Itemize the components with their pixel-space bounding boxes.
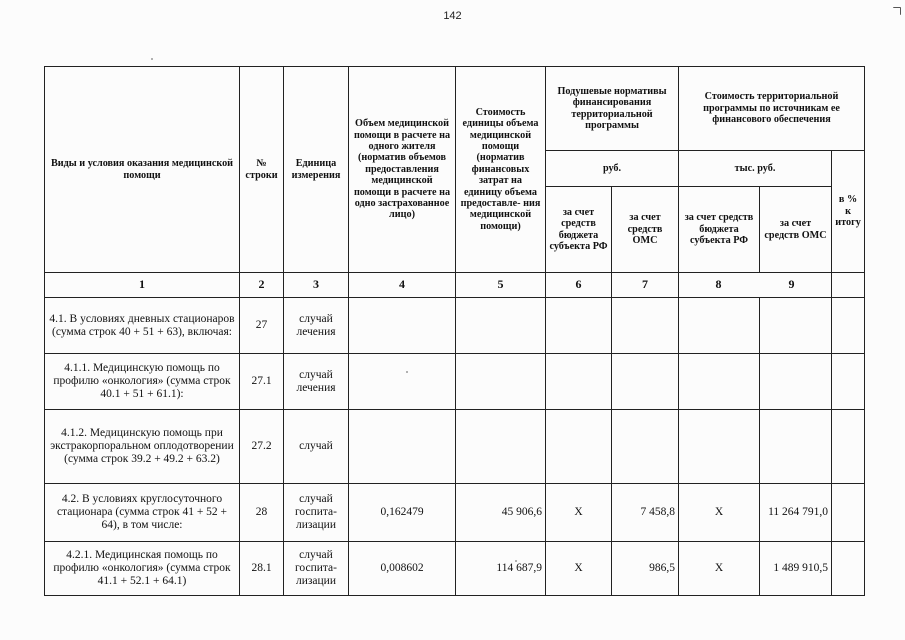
column-number: 7 (612, 273, 679, 298)
row-oms-percapita: 7 458,8 (612, 484, 679, 542)
row-percent (832, 354, 865, 410)
header-oms-percapita: за счет средств ОМС (612, 187, 679, 273)
row-oms-total (760, 354, 832, 410)
row-oms-percapita: 986,5 (612, 542, 679, 596)
header-thous-rub: тыс. руб. (679, 151, 832, 187)
header-cost-group: Стоимость территориальной программы по источникам ее финансового обеспечения (679, 67, 865, 151)
row-percent (832, 542, 865, 596)
row-unit-cost: 45 906,6 (456, 484, 546, 542)
table-row (45, 410, 865, 484)
header-budget-percapita: за счет средств бюджета субъекта РФ (546, 187, 612, 273)
row-name: 4.1. В условиях дневных стационаров (сумма строк 40 + 51 + 63), включая: (45, 298, 240, 354)
row-oms-total (760, 410, 832, 484)
table-row (45, 354, 865, 410)
page-number: 142 (443, 10, 462, 22)
row-volume (349, 354, 456, 410)
header-volume: Объем медицинской помощи в расчете на одного жителя (норматив объемов предоставления медицинской помощи в расчете на одно застрахованное лицо) (349, 67, 456, 273)
column-number (679, 273, 832, 298)
row-budget-percapita (546, 354, 612, 410)
row-oms-percapita (612, 298, 679, 354)
row-oms-percapita (612, 410, 679, 484)
row-unit-cost (456, 298, 546, 354)
header-kinds-of-care: Виды и условия оказания медицинской помощи (45, 67, 240, 273)
row-name: 4.2. В условиях круглосуточного стационара (сумма строк 41 + 52 + 64), в том числе: (45, 484, 240, 542)
table-row (45, 542, 865, 596)
row-volume (349, 410, 456, 484)
row-unit: случай лечения (284, 354, 349, 410)
header-percent: в % к итогу (832, 151, 865, 273)
row-number: 27.2 (240, 410, 284, 484)
row-unit: случай лечения (284, 298, 349, 354)
row-oms-total (760, 298, 832, 354)
row-volume: 0,162479 (349, 484, 456, 542)
row-number: 28.1 (240, 542, 284, 596)
column-number: 4 (349, 273, 456, 298)
row-volume: 0,008602 (349, 542, 456, 596)
column-number: 9 (788, 277, 795, 292)
row-unit: случай госпита- лизации (284, 484, 349, 542)
row-oms-total: 1 489 910,5 (760, 542, 832, 596)
header-oms-cost: за счет средств ОМС (760, 187, 832, 273)
row-budget-total: Х (679, 542, 760, 596)
column-number: 1 (45, 273, 240, 298)
row-number: 27.1 (240, 354, 284, 410)
row-oms-total: 11 264 791,0 (760, 484, 832, 542)
scan-speck (515, 560, 517, 562)
column-number-row (45, 273, 865, 298)
row-unit: случай госпита- лизации (284, 542, 349, 596)
row-budget-total (679, 410, 760, 484)
scan-speck (151, 58, 153, 60)
column-number: 5 (456, 273, 546, 298)
row-percent (832, 410, 865, 484)
row-number: 28 (240, 484, 284, 542)
row-budget-percapita: Х (546, 484, 612, 542)
header-budget-cost: за счет средств бюджета субъекта РФ (679, 187, 760, 273)
row-budget-percapita: Х (546, 542, 612, 596)
row-budget-total (679, 298, 760, 354)
row-name: 4.1.2. Медицинскую помощь при экстракорпоральном оплодотворении (сумма строк 39.2 + 49.2 + 63.2) (45, 410, 240, 484)
header-rub: руб. (546, 151, 679, 187)
row-budget-total: Х (679, 484, 760, 542)
row-unit-cost (456, 354, 546, 410)
row-volume (349, 298, 456, 354)
column-number: 3 (284, 273, 349, 298)
row-percent (832, 484, 865, 542)
row-number: 27 (240, 298, 284, 354)
column-number: 6 (546, 273, 612, 298)
scan-speck (406, 371, 408, 373)
financing-table (44, 66, 865, 596)
row-budget-percapita (546, 298, 612, 354)
header-percapita-group: Подушевые нормативы финансирования территориальной программы (546, 67, 679, 151)
row-unit-cost: 114 687,9 (456, 542, 546, 596)
header-unit-cost: Стоимость единицы объема медицинской помощи (норматив финансовых затрат на единицу объема предоставле- ния медицинской помощи) (456, 67, 546, 273)
table-row (45, 298, 865, 354)
header-unit: Единица измерения (284, 67, 349, 273)
row-unit: случай (284, 410, 349, 484)
row-unit-cost (456, 410, 546, 484)
row-name: 4.1.1. Медицинскую помощь по профилю «онкология» (сумма строк 40.1 + 51 + 61.1): (45, 354, 240, 410)
row-budget-total (679, 354, 760, 410)
scan-corner-mark (893, 7, 901, 15)
row-budget-percapita (546, 410, 612, 484)
row-name: 4.2.1. Медицинская помощь по профилю «онкология» (сумма строк 41.1 + 52.1 + 64.1) (45, 542, 240, 596)
row-percent (832, 298, 865, 354)
row-oms-percapita (612, 354, 679, 410)
table-row (45, 484, 865, 542)
header-row-number: № строки (240, 67, 284, 273)
column-number: 2 (240, 273, 284, 298)
column-number: 8 (715, 277, 722, 292)
